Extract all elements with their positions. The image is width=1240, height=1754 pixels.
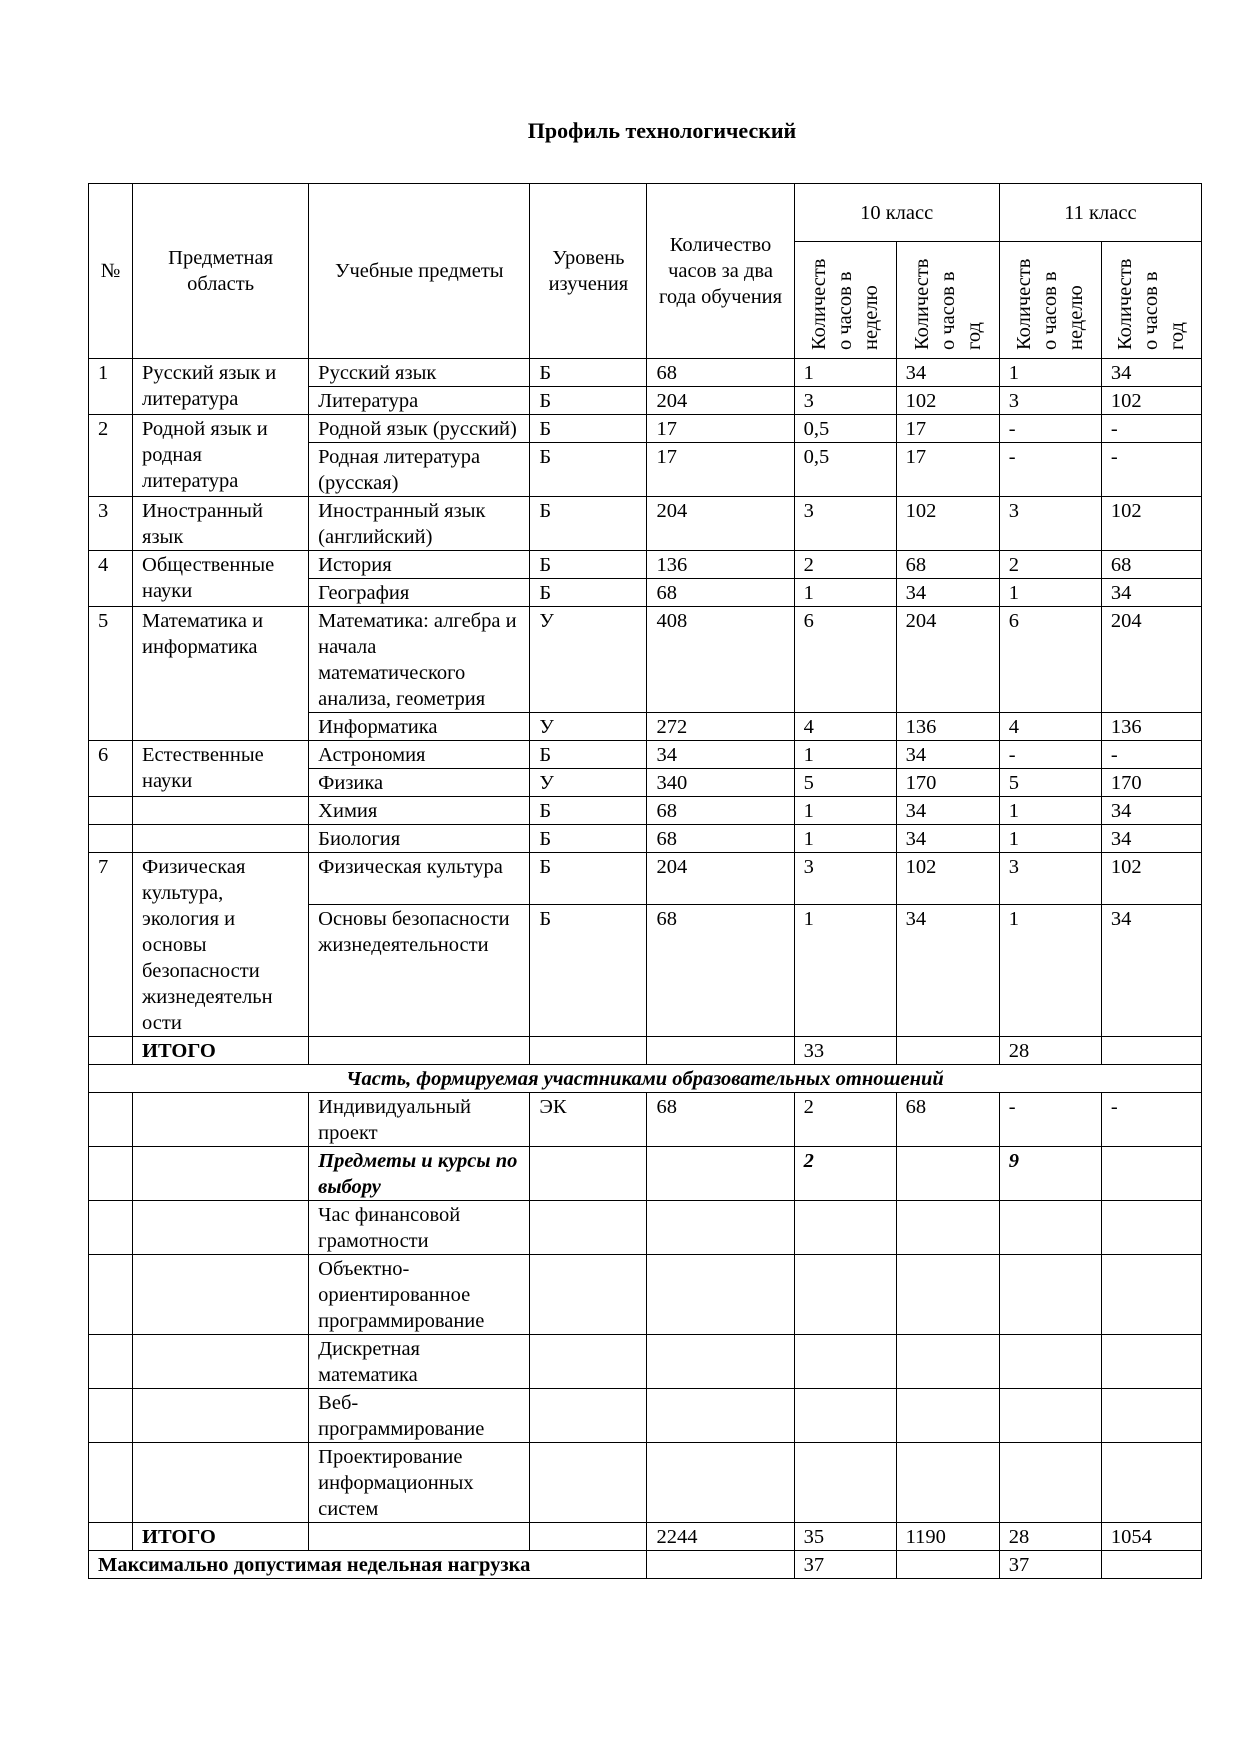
cell-year-10: 17 [896,415,999,443]
cell-week-10: 0,5 [794,443,896,497]
cell-year-10: 102 [896,387,999,415]
table-row [89,825,1202,853]
cell-subject: Химия [309,797,530,825]
cell-area: Русский язык и литература [133,359,309,415]
cell-num: 1 [89,359,133,415]
cell-week-10: 1 [794,825,896,853]
cell-year-10: 136 [896,713,999,741]
section-row [89,1065,1202,1093]
header-hours-year-10: Количество часов в год [896,242,999,359]
cell-level: Б [530,797,647,825]
cell-level: Б [530,387,647,415]
total-row [89,1037,1202,1065]
cell-week-11: 6 [999,607,1101,713]
cell-total: 136 [647,551,794,579]
cell-year-11: 170 [1101,769,1201,797]
cell-total: 68 [647,1093,794,1147]
table-row [89,551,1202,579]
cell-total: 2244 [647,1523,794,1551]
cell-area: Родной язык и родная литература [133,415,309,497]
cell-total: 68 [647,579,794,607]
cell-week-10: 2 [794,1093,896,1147]
cell-num [89,797,133,825]
cell-subject: Дискретная математика [309,1335,530,1389]
table-row [89,1443,1202,1523]
cell-week-10: 1 [794,359,896,387]
cell-total: 408 [647,607,794,713]
cell-level: Б [530,905,647,1037]
cell-num: 3 [89,497,133,551]
table-row [89,1201,1202,1255]
header-subjects: Учебные предметы [309,184,530,359]
cell-total: 204 [647,387,794,415]
cell-area [133,825,309,853]
cell-week-10: 4 [794,713,896,741]
table-row [89,853,1202,905]
cell-week-11: 1 [999,825,1101,853]
cell-year-11: 34 [1101,797,1201,825]
cell-year-10: 34 [896,741,999,769]
cell-year-10: 17 [896,443,999,497]
cell-week-11: 1 [999,905,1101,1037]
cell-week-10: 5 [794,769,896,797]
cell-subject: Информатика [309,713,530,741]
cell-year-10: 68 [896,551,999,579]
max-load-label: Максимально допустимая недельная нагрузка [89,1551,647,1579]
cell-subject: Веб-программирование [309,1389,530,1443]
cell-area: Общественные науки [133,551,309,607]
table-row [89,1335,1202,1389]
table-row [89,607,1202,713]
total-label: ИТОГО [133,1037,309,1065]
cell-year-11: 136 [1101,713,1201,741]
cell-subject: Физика [309,769,530,797]
cell-total: 34 [647,741,794,769]
cell-year-11: 102 [1101,387,1201,415]
cell-week-11: - [999,415,1101,443]
cell-level: У [530,769,647,797]
cell-total: 340 [647,769,794,797]
section-title: Часть, формируемая участниками образовательных отношений [89,1065,1202,1093]
cell-level: Б [530,359,647,387]
cell-year-10: 34 [896,359,999,387]
cell-year-11: 34 [1101,579,1201,607]
cell-level: Б [530,853,647,905]
cell-week-11: 37 [999,1551,1101,1579]
cell-week-11: 3 [999,497,1101,551]
cell-total: 204 [647,497,794,551]
cell-week-10: 6 [794,607,896,713]
cell-total: 17 [647,443,794,497]
cell-subject: Русский язык [309,359,530,387]
cell-year-11: 68 [1101,551,1201,579]
cell-subject: Индивидуальный проект [309,1093,530,1147]
cell-year-10: 34 [896,797,999,825]
cell-level: У [530,607,647,713]
curriculum-table [88,183,1202,1579]
cell-year-10: 204 [896,607,999,713]
cell-year-11: 102 [1101,853,1201,905]
total-label: ИТОГО [133,1523,309,1551]
cell-year-10: 34 [896,579,999,607]
cell-week-10: 3 [794,853,896,905]
cell-week-11: - [999,741,1101,769]
cell-subject: Час финансовой грамотности [309,1201,530,1255]
header-hours-total: Количество часов за два года обучения [647,184,794,359]
cell-week-10: 37 [794,1551,896,1579]
cell-subject: Проектирование информационных систем [309,1443,530,1523]
table-row [89,497,1202,551]
cell-total: 68 [647,825,794,853]
header-num: № [89,184,133,359]
table-row [89,415,1202,443]
header-area: Предметная область [133,184,309,359]
cell-week-11: 1 [999,797,1101,825]
cell-week-11: 1 [999,579,1101,607]
table-row [89,741,1202,769]
cell-area: Математика и информатика [133,607,309,741]
cell-area [133,797,309,825]
cell-level: Б [530,741,647,769]
header-hours-week-10: Количество часов в неделю [794,242,896,359]
cell-week-10: 33 [794,1037,896,1065]
cell-year-11: - [1101,415,1201,443]
table-row [89,1255,1202,1335]
cell-total: 272 [647,713,794,741]
cell-subject: Литература [309,387,530,415]
table-row [89,1147,1202,1201]
cell-week-10: 3 [794,387,896,415]
cell-total: 204 [647,853,794,905]
cell-week-10: 1 [794,741,896,769]
cell-area: Естественные науки [133,741,309,797]
max-load-row [89,1551,1202,1579]
cell-year-10: 170 [896,769,999,797]
cell-level: Б [530,551,647,579]
total-row [89,1523,1202,1551]
cell-area: Физическая культура, экология и основы безопасности жизнедеятельн ости [133,853,309,1037]
cell-num [89,825,133,853]
header-grade-11: 11 класс [999,184,1201,242]
cell-num: 4 [89,551,133,607]
cell-year-10: 34 [896,905,999,1037]
cell-level: Б [530,443,647,497]
cell-level: ЭК [530,1093,647,1147]
cell-total: 68 [647,797,794,825]
cell-num: 5 [89,607,133,741]
cell-week-11: 4 [999,713,1101,741]
cell-year-11: 102 [1101,497,1201,551]
cell-subject: Астрономия [309,741,530,769]
cell-week-11: - [999,443,1101,497]
cell-total: 17 [647,415,794,443]
cell-num: 7 [89,853,133,1037]
cell-subject: Математика: алгебра и начала математического анализа, геометрия [309,607,530,713]
cell-num: 2 [89,415,133,497]
cell-year-10: 102 [896,497,999,551]
cell-level: Б [530,415,647,443]
cell-year-11: 1054 [1101,1523,1201,1551]
cell-week-11: 3 [999,387,1101,415]
table-row [89,359,1202,387]
cell-subject: Объектно-ориентированное программирование [309,1255,530,1335]
cell-year-10: 102 [896,853,999,905]
cell-week-11: 3 [999,853,1101,905]
page-title: Профиль технологический [527,118,797,143]
header-level: Уровень изучения [530,184,647,359]
cell-week-11: 5 [999,769,1101,797]
cell-level: Б [530,579,647,607]
header-hours-week-11: Количество часов в неделю [999,242,1101,359]
cell-subject: Предметы и курсы по выбору [309,1147,530,1201]
cell-week-10: 0,5 [794,415,896,443]
cell-total: 68 [647,359,794,387]
cell-week-10: 1 [794,579,896,607]
cell-year-11: 204 [1101,607,1201,713]
cell-week-10: 2 [794,551,896,579]
header-grade-10: 10 класс [794,184,999,242]
cell-year-11: 34 [1101,825,1201,853]
cell-year-11: - [1101,443,1201,497]
cell-week-11: 9 [999,1147,1101,1201]
cell-year-11: 34 [1101,905,1201,1037]
cell-subject: Основы безопасности жизнедеятельности [309,905,530,1037]
cell-week-11: 2 [999,551,1101,579]
table-row [89,797,1202,825]
cell-year-10: 34 [896,825,999,853]
cell-total: 68 [647,905,794,1037]
table-row [89,1093,1202,1147]
cell-week-10: 1 [794,797,896,825]
cell-level: Б [530,825,647,853]
cell-week-10: 2 [794,1147,896,1201]
cell-week-10: 1 [794,905,896,1037]
cell-subject: Биология [309,825,530,853]
cell-week-11: 1 [999,359,1101,387]
cell-week-11: 28 [999,1523,1101,1551]
cell-subject: Физическая культура [309,853,530,905]
cell-week-10: 3 [794,497,896,551]
cell-subject: Родная литература (русская) [309,443,530,497]
cell-year-11: - [1101,741,1201,769]
cell-subject: Иностранный язык (английский) [309,497,530,551]
header-hours-year-11: Количество часов в год [1101,242,1201,359]
cell-area: Иностранный язык [133,497,309,551]
cell-year-10: 1190 [896,1523,999,1551]
cell-level: Б [530,497,647,551]
cell-week-10: 35 [794,1523,896,1551]
cell-subject: Родной язык (русский) [309,415,530,443]
cell-level: У [530,713,647,741]
table-row [89,1389,1202,1443]
cell-num: 6 [89,741,133,797]
cell-week-11: 28 [999,1037,1101,1065]
cell-year-10: 68 [896,1093,999,1147]
cell-subject: География [309,579,530,607]
cell-subject: История [309,551,530,579]
cell-year-11: 34 [1101,359,1201,387]
cell-week-11: - [999,1093,1101,1147]
cell-year-11: - [1101,1093,1201,1147]
